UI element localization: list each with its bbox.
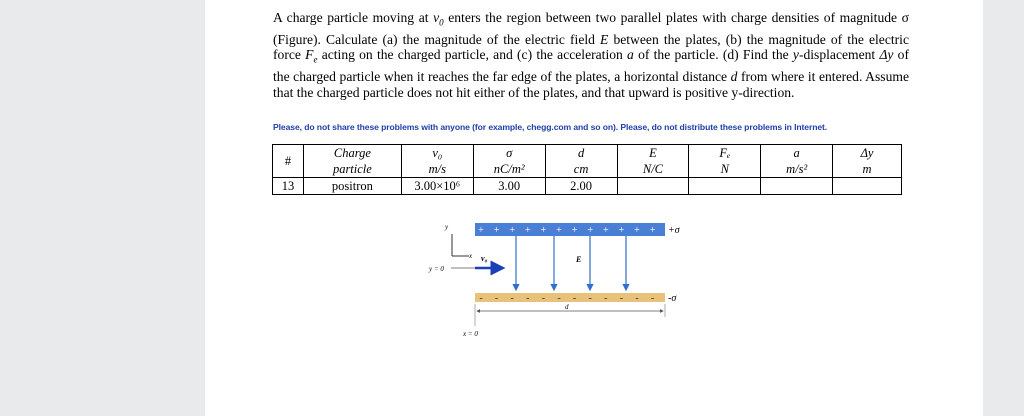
header-E: E: [617, 145, 689, 162]
header-number: #: [273, 145, 304, 178]
unit-dy: m: [833, 161, 902, 178]
text: of the charged particle when it reaches the far edge of the plates, a horizontal distance: [273, 47, 910, 84]
text: acting on the charged particle, and (c) the acceleration: [317, 47, 628, 63]
symbol-E: E: [600, 31, 609, 47]
subscript: 0: [439, 17, 444, 28]
header-a: a: [761, 145, 833, 162]
minus-sign: -: [541, 293, 546, 304]
y0-label: y = 0: [429, 265, 444, 273]
subscript: e: [313, 55, 318, 66]
minus-sign: -: [650, 293, 655, 304]
header-charge: Charge: [303, 145, 401, 162]
symbol-a: a: [627, 47, 634, 63]
symbol-d: d: [730, 68, 738, 84]
cell-d: 2.00: [545, 178, 617, 195]
bottom-plate-label: -σ: [668, 293, 677, 304]
x0-label: x = 0: [463, 330, 478, 338]
header-row-bottom: [273, 161, 902, 178]
plus-sign: +: [524, 225, 531, 236]
header-d: d: [545, 145, 617, 162]
minus-sign: -: [572, 293, 577, 304]
field-label: E: [576, 255, 582, 264]
minus-sign: -: [557, 293, 561, 304]
minus-sign: -: [619, 293, 624, 304]
velocity-label: v₀: [481, 254, 488, 263]
plus-sign: +: [649, 225, 656, 236]
d-label: d: [565, 303, 569, 311]
text: A charge particle moving at: [273, 10, 434, 25]
minus-sign: -: [604, 293, 608, 304]
minus-sign: -: [494, 293, 499, 304]
unit-a: m/s²: [761, 161, 833, 178]
cell-Fe: [689, 178, 761, 195]
y-axis-label: y: [445, 223, 449, 231]
plus-sign: +: [618, 225, 625, 236]
symbol-v0: v: [433, 10, 440, 25]
header-v0: v₀: [401, 145, 473, 162]
unit-E: N/C: [617, 161, 689, 178]
plus-sign: +: [509, 225, 516, 236]
text: enters the region between two parallel plates with charge densities of magnitude σ (Figure). Calculate (a) the magnitude of the electric field: [273, 10, 909, 47]
minus-sign: -: [526, 293, 530, 304]
document-page: [205, 0, 983, 416]
plus-sign: +: [556, 225, 562, 236]
text: from where it entered. Assume that the charged particle does not hit either of the plates, and that upward is positive y-direction.: [273, 68, 909, 100]
data-table: [272, 144, 902, 195]
cell-dy: [833, 178, 902, 195]
symbol-Fe: F: [305, 47, 314, 63]
top-plate-label: +σ: [668, 225, 680, 236]
field-lines: [516, 236, 626, 290]
plus-sign: +: [634, 225, 640, 236]
header-sigma: σ: [473, 145, 545, 162]
header-Fe: Fₑ: [689, 145, 761, 162]
distribution-notice: Please, do not share these problems with anyone (for example, chegg.com and so on). Please, do not distribute these problems in Internet.: [273, 122, 828, 132]
cell-sigma: 3.00: [473, 178, 545, 195]
minus-sign: -: [588, 293, 592, 304]
unit-d: cm: [545, 161, 617, 178]
text: of the particle. (d) Find the: [633, 47, 793, 63]
plus-sign: +: [587, 225, 594, 236]
problem-statement: [273, 10, 909, 100]
text: -displacement: [798, 47, 880, 63]
table-row: [273, 178, 902, 195]
parallel-plates-diagram: [429, 218, 745, 348]
unit-Fe: N: [689, 161, 761, 178]
cell-particle: positron: [303, 178, 401, 195]
plus-sign: +: [540, 225, 547, 236]
symbol-dy: Δy: [879, 47, 894, 63]
plus-sign: +: [602, 225, 609, 236]
text: between the plates, (b) the magnitude of the electric force: [273, 31, 909, 63]
minus-sign: -: [635, 293, 639, 304]
cell-a: [761, 178, 833, 195]
symbol-y: y: [792, 47, 799, 63]
minus-sign: -: [479, 293, 483, 304]
unit-v0: m/s: [401, 161, 473, 178]
minus-sign: -: [510, 293, 514, 304]
plus-sign: +: [478, 225, 484, 236]
cell-E: [617, 178, 689, 195]
cell-number: 13: [273, 178, 304, 195]
header-row-top: [273, 145, 902, 162]
unit-sigma: nC/m²: [473, 161, 545, 178]
plus-sign: +: [493, 225, 500, 236]
x-axis-label: x: [469, 252, 473, 260]
header-particle: particle: [303, 161, 401, 178]
cell-v0: 3.00×10⁶: [401, 178, 473, 195]
plus-sign: +: [571, 225, 578, 236]
header-dy: Δy: [833, 145, 902, 162]
